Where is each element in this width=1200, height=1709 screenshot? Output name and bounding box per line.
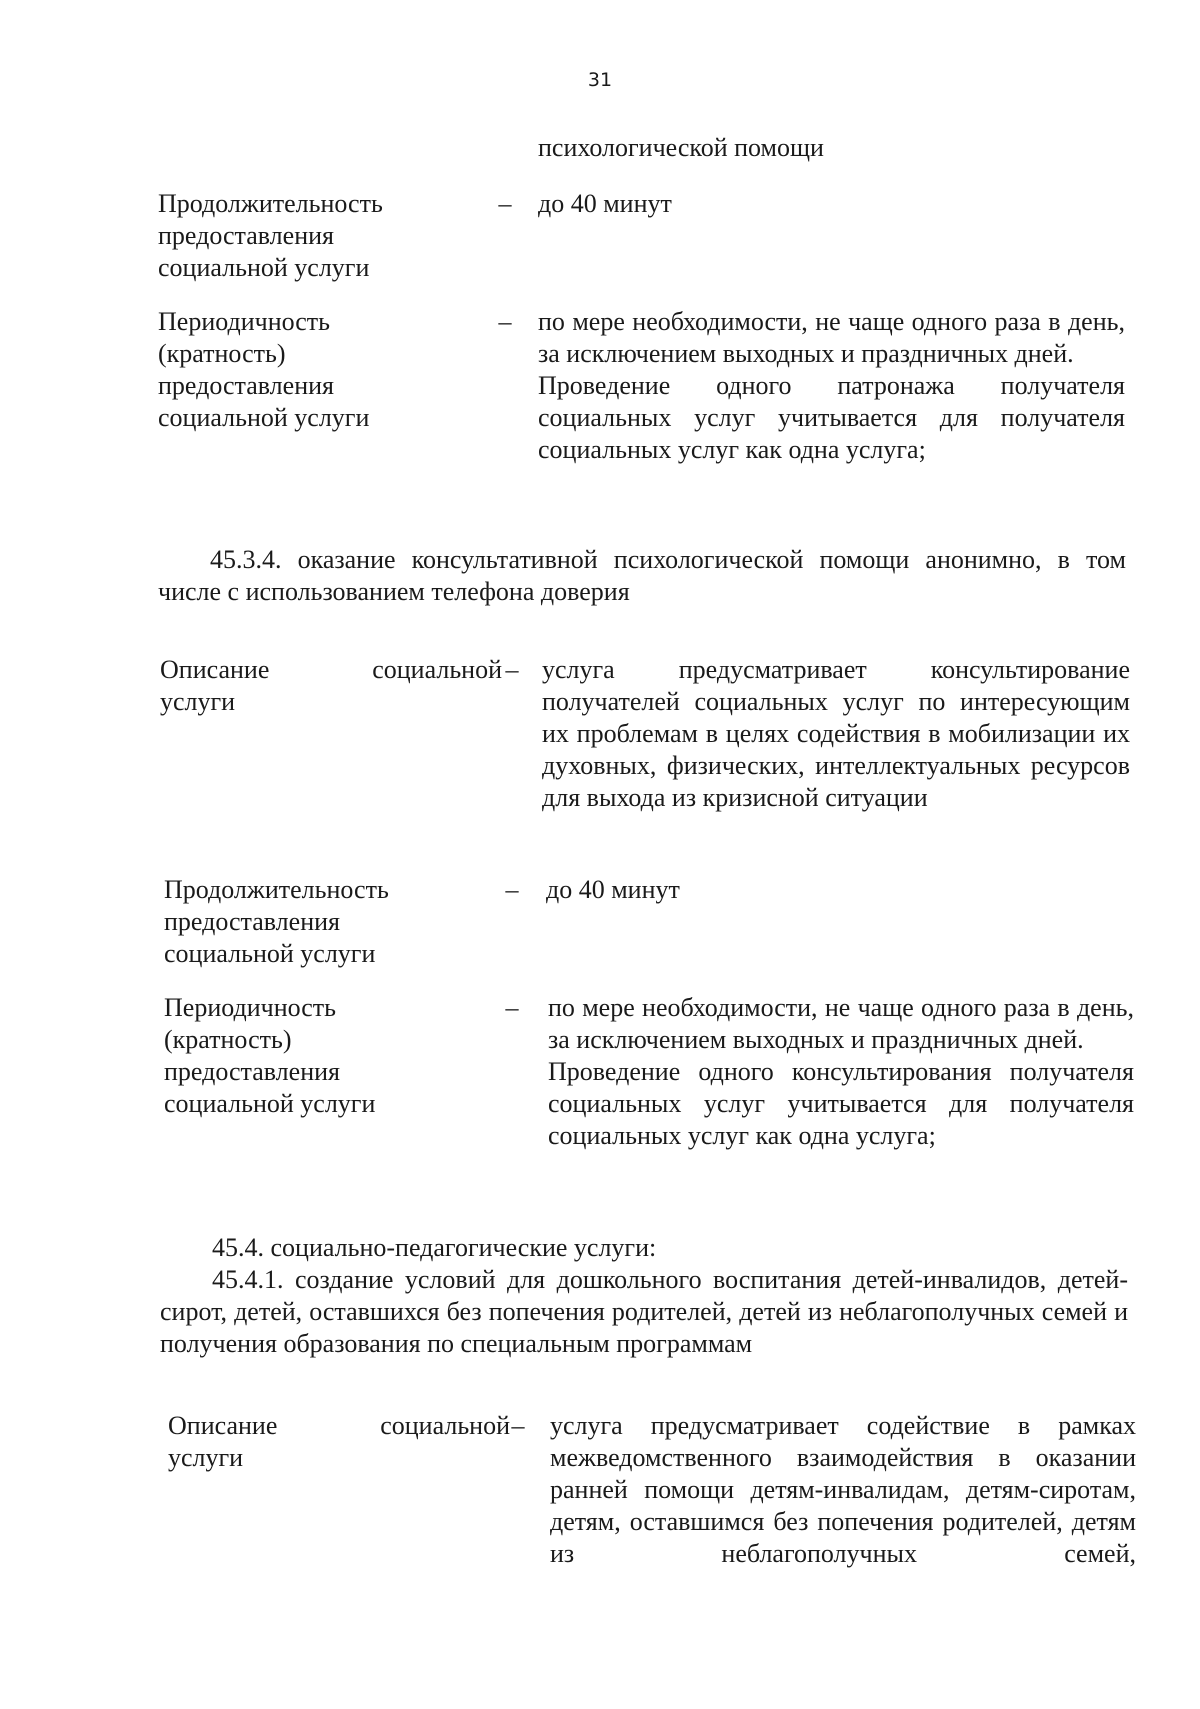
description-label: Описание социальной услуги bbox=[168, 1411, 510, 1472]
periodicity-text-1: по мере необходимости, не чаще одного раза в день, за исключением выходных и праздничных дней. bbox=[538, 307, 1125, 368]
periodicity-value bbox=[548, 992, 1134, 1152]
duration-value: до 40 минут bbox=[546, 875, 680, 904]
description-value: услуга предусматривает содействие в рамках межведомственного взаимодействия в оказании ранней помощи детям-инвалидам, детям-сиротам, детям, оставшимся без попечения родителей, детям из неблагополучных семей, bbox=[550, 1411, 1136, 1568]
description-label: Описание социальной услуги bbox=[160, 655, 502, 716]
dash: – bbox=[498, 189, 512, 218]
description-row-3 bbox=[168, 1410, 1136, 1610]
periodicity-row-2 bbox=[164, 992, 1134, 1184]
periodicity-label: Периодичность (кратность) предоставления социальной услуги bbox=[164, 993, 376, 1118]
duration-row-1 bbox=[158, 188, 1128, 284]
section-heading-45-3-4: 45.3.4. оказание консультативной психологической помощи анонимно, в том числе с использованием телефона доверия bbox=[158, 545, 1126, 606]
periodicity-label: Периодичность (кратность) предоставления социальной услуги bbox=[158, 307, 370, 432]
periodicity-row-1 bbox=[158, 306, 1128, 498]
description-value: услуга предусматривает консультирование получателей социальных услуг по интересующим их проблемам в целях содействия в мобилизации их духовных, физических, интеллектуальных ресурсов для выхода из кризисной ситуации bbox=[542, 655, 1130, 812]
page-number: 31 bbox=[587, 69, 613, 91]
dash: – bbox=[505, 993, 519, 1022]
periodicity-text-1: по мере необходимости, не чаще одного раза в день, за исключением выходных и праздничных дней. bbox=[548, 993, 1134, 1054]
periodicity-text-2: Проведение одного патронажа получателя социальных услуг учитывается для получателя социальных услуг как одна услуга; bbox=[538, 371, 1125, 464]
dash: – bbox=[505, 875, 519, 904]
section-heading-45-4: 45.4. социально-педагогические услуги: bbox=[212, 1233, 657, 1262]
duration-row-2 bbox=[164, 874, 1134, 970]
dash: – bbox=[511, 1411, 525, 1440]
dash: – bbox=[505, 655, 519, 684]
description-row-2 bbox=[160, 654, 1130, 850]
periodicity-text-2: Проведение одного консультирования получателя социальных услуг учитывается для получателя социальных услуг как одна услуга; bbox=[548, 1057, 1134, 1150]
duration-label: Продолжительность предоставления социальной услуги bbox=[158, 189, 383, 282]
dash: – bbox=[498, 307, 512, 336]
duration-value: до 40 минут bbox=[538, 189, 672, 218]
duration-label: Продолжительность предоставления социальной услуги bbox=[164, 875, 389, 968]
section-subheading-45-4-1: 45.4.1. создание условий для дошкольного воспитания детей-инвалидов, детей-сирот, детей, оставшихся без попечения родителей, детей из неблагополучных семей и получения образования по специальным программам bbox=[160, 1265, 1128, 1358]
periodicity-value bbox=[538, 306, 1125, 466]
continuation-text: психологической помощи bbox=[538, 133, 824, 162]
